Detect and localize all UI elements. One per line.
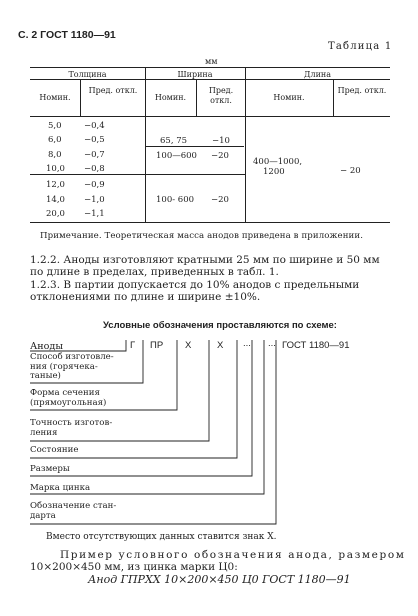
- label-line: таные): [30, 371, 61, 382]
- leader-shape: [30, 340, 177, 410]
- width-deviation: −20: [211, 151, 229, 161]
- example-designation: Анод ГПРХХ 10×200×450 Ц0 ГОСТ 1180—91: [88, 573, 351, 586]
- subheader-length-nominal: Номин.: [273, 93, 305, 102]
- example-line: 10×200×450 мм, из цинка марки Ц0:: [30, 561, 238, 573]
- missing-data-note: Вместо отсутствующих данных ставится знак Х.: [46, 532, 277, 542]
- paragraph-line: по длине в пределах, приведенных в табл. 1.: [30, 266, 279, 279]
- code-dots2: ...: [268, 338, 276, 349]
- subheader-thickness-deviation: Пред. откл.: [88, 86, 138, 95]
- thickness-nominal: 20,0: [46, 209, 65, 219]
- header-width: Ширина: [177, 70, 213, 79]
- example-text: [30, 549, 406, 573]
- unit-label: мм: [205, 57, 218, 66]
- thickness-nominal: 10,0: [46, 164, 65, 174]
- label-state: Состояние: [30, 445, 79, 455]
- label-line: ния (горячека-: [30, 361, 98, 372]
- thickness-nominal: 8,0: [48, 150, 62, 160]
- table-label: Таблица 1: [328, 41, 393, 52]
- width-deviation: −20: [211, 195, 229, 205]
- label-line: (прямоугольная): [30, 397, 107, 408]
- thickness-nominal: 5,0: [48, 121, 62, 131]
- label-line: Точность изготов-: [30, 418, 113, 428]
- code-x2: Х: [217, 340, 224, 351]
- width-deviation: −10: [212, 136, 230, 146]
- label-line: Способ изготовле-: [30, 352, 114, 362]
- length-deviation: − 20: [340, 166, 361, 176]
- paragraph-line: отклонениями по длине и ширине ±10%.: [30, 291, 261, 304]
- paragraph-line: 1.2.3. В партии допускается до 10% анодов с предельными: [30, 279, 360, 291]
- label-anody: Аноды: [30, 341, 63, 352]
- thickness-deviation: −0,9: [84, 180, 105, 190]
- width-nominal: 100- 600: [156, 195, 195, 205]
- subheader-width-deviation: Пред. откл.: [208, 86, 234, 105]
- leader-accuracy: [30, 340, 209, 441]
- label-line: дарта: [30, 510, 56, 521]
- length-nominal-2: 1200: [263, 167, 285, 177]
- example-line: Пример условного обозначения анода, размером: [60, 549, 406, 561]
- thickness-deviation: −0,4: [84, 121, 105, 131]
- paragraph-line: 1.2.2. Аноды изготовляют кратными 25 мм по ширине и 50 мм: [30, 254, 380, 266]
- code-dots1: ...: [243, 338, 251, 349]
- width-nominal: 100—600: [156, 151, 197, 161]
- label-line: Форма сечения: [30, 388, 100, 398]
- leader-zinc: [30, 340, 264, 494]
- code-g: Г: [130, 340, 136, 351]
- thickness-deviation: −0,8: [84, 164, 105, 174]
- subheader-thickness-nominal: Номин.: [39, 93, 71, 102]
- leader-standard: [30, 340, 276, 524]
- length-nominal: 400—1000,: [253, 157, 303, 167]
- thickness-deviation: −1,0: [84, 195, 105, 205]
- label-zinc: Марка цинка: [30, 483, 91, 493]
- page-header: С. 2 ГОСТ 1180—91: [18, 29, 116, 41]
- leader-state: [30, 340, 237, 458]
- header-thickness: Толщина: [68, 70, 107, 79]
- thickness-nominal: 14,0: [46, 195, 65, 205]
- thickness-deviation: −1,1: [84, 209, 105, 219]
- table-note: Примечание. Теоретическая масса анодов приведена в приложении.: [40, 231, 364, 241]
- subheader-length-deviation: Пред. откл.: [337, 86, 387, 95]
- thickness-deviation: −0,7: [84, 150, 105, 160]
- subheader-width-nominal: Номин.: [154, 93, 187, 102]
- thickness-nominal: 12,0: [46, 180, 65, 190]
- label-line: ления: [30, 427, 58, 438]
- code-x1: Х: [185, 340, 192, 351]
- code-standard: ГОСТ 1180—91: [282, 340, 350, 351]
- thickness-nominal: 6,0: [48, 135, 62, 145]
- thickness-deviation: −0,5: [84, 135, 105, 145]
- code-pr: ПР: [150, 340, 164, 351]
- leader-sizes: [30, 340, 252, 476]
- label-sizes: Размеры: [30, 464, 70, 474]
- scheme-title: Условные обозначения проставляются по схеме:: [103, 320, 337, 331]
- header-length: Длина: [303, 70, 332, 79]
- label-line: Обозначение стан-: [30, 501, 117, 511]
- width-nominal: 65, 75: [160, 136, 188, 146]
- leader-anody: [30, 340, 126, 351]
